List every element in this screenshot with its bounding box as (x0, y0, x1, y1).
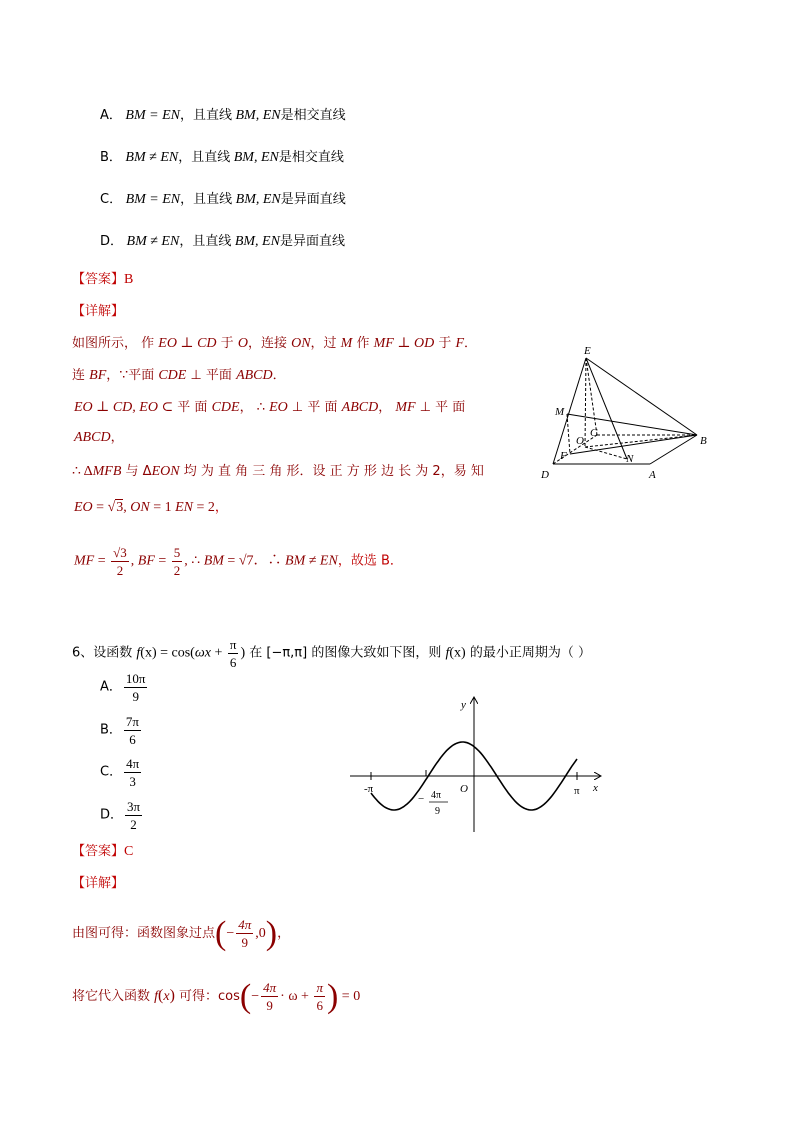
label-F: F (560, 450, 567, 462)
q6-detail-heading: 【详解】 (72, 876, 125, 891)
tick-label-pi: π (574, 785, 580, 797)
y-axis-label: y (461, 699, 466, 711)
edge-EC (586, 358, 597, 435)
label-E: E (584, 345, 591, 357)
segment-MB (567, 414, 697, 435)
q5-solution-line-5: ∴ ΔMFB 与 ΔEON 均 为 直 角 三 角 形．设 正 方 形 边 长 为 2，易 知 (72, 464, 484, 479)
q6-solution-line-2: 将它代入函数 f(x) 可得：cos(− $\frac{4\pi}{9}$ · ω + $\frac{\pi}{6}$ ) = 0 (72, 977, 361, 1015)
segment-MF (567, 414, 570, 454)
q5-solution-line-7: MF = $\frac{√3}{2}$ , BF = $\frac{5}{2}$ , ∴ BM = √7．∴ BM ≠ EN，故选 B． (74, 545, 403, 578)
pyramid-figure (535, 342, 715, 484)
q5-solution-line-3: EO ⊥ CD, EO ⊂ 平 面 CDE， ∴ EO ⊥ 平 面 ABCD， MF ⊥ 平 面 (74, 400, 466, 415)
q6-answer: 【答案】C (72, 844, 134, 859)
q6-option-b: B． $\frac{7\pi}{6}$ (100, 714, 139, 747)
label-A: A (649, 469, 656, 481)
q5-answer: 【答案】B (72, 272, 134, 287)
tick-label-minus-pi: -π (364, 783, 374, 795)
q6-option-c: C． $\frac{4\pi}{3}$ (100, 756, 140, 789)
label-O: O (576, 435, 584, 447)
q5-option-d: D． BM ≠ EN，且直线 BM, EN是异面直线 (100, 234, 345, 249)
q6-stem: 6、设函数 f(x) = cos(ωx + $\frac{\pi}{6}$ ) 在 [−π,π] 的图像大致如下图，则 f(x) 的最小正周期为（ ） (72, 637, 591, 670)
edge-EB (586, 358, 697, 435)
origin-label: O (460, 783, 468, 795)
q5-solution-line-6: EO = √3, ON = 1 EN = 2， (74, 500, 228, 515)
q5-option-a: A． BM = EN，且直线 BM, EN是相交直线 (100, 108, 346, 123)
zero-label-minus-sign: − (418, 793, 425, 805)
x-axis-label: x (593, 782, 598, 794)
q6-option-d: D． $\frac{3\pi}{2}$ (100, 799, 141, 832)
cosine-graph (340, 690, 610, 840)
q5-solution-line-4: ABCD， (74, 430, 124, 445)
q5-option-c: C． BM = EN，且直线 BM, EN是异面直线 (100, 192, 346, 207)
label-D: D (541, 469, 549, 481)
segment-EO (585, 358, 586, 447)
zero-label-numerator: 4π (431, 790, 442, 801)
q6-solution-line-1: 由图可得：函数图象过点(− $\frac{4\pi}{9}$ ,0)， (72, 914, 291, 952)
q5-option-b: B． BM ≠ EN，且直线 BM, EN是相交直线 (100, 150, 344, 165)
label-C: C (590, 427, 598, 439)
label-B: B (700, 435, 707, 447)
q5-solution-line-1: 如图所示， 作 EO ⊥ CD 于 O，连接 ON，过 M 作 MF ⊥ OD 于 F． (72, 336, 478, 351)
edge-EA (586, 358, 627, 459)
label-N: N (626, 453, 634, 465)
zero-label-denominator: 9 (435, 806, 440, 817)
label-M: M (555, 406, 565, 418)
q5-detail-heading: 【详解】 (72, 304, 125, 319)
q5-solution-line-2: 连 BF，∵平面 CDE ⊥ 平面 ABCD． (72, 368, 286, 383)
q6-option-a: A． $\frac{10\pi}{9}$ (100, 671, 146, 704)
